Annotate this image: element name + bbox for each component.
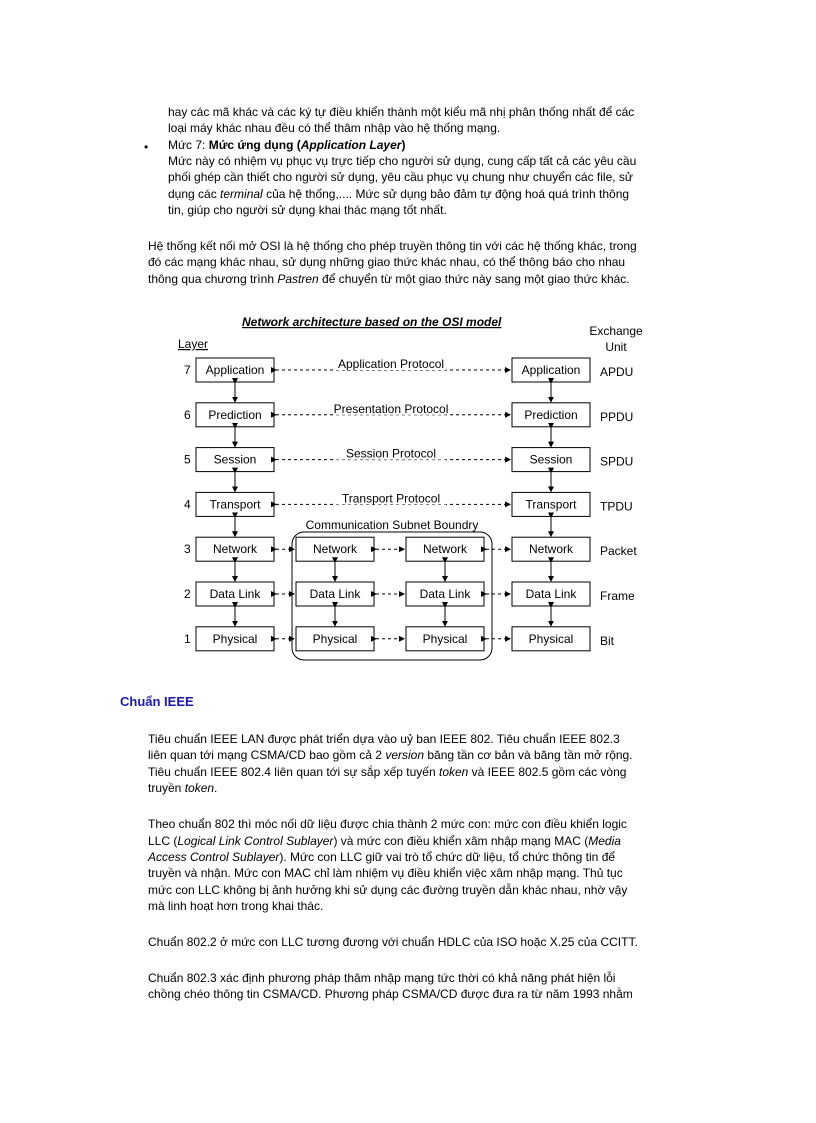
exchange-header-1: Exchange bbox=[589, 324, 643, 338]
left-label-network: Network bbox=[212, 542, 258, 557]
layer-number-5: 5 bbox=[184, 452, 191, 467]
level7-title bbox=[168, 137, 405, 154]
layer-number-6: 6 bbox=[184, 407, 191, 422]
protocol-label-prediction: Presentation Protocol bbox=[333, 401, 449, 416]
llc-italic: Logical Link Control Sublayer bbox=[177, 834, 334, 848]
level7-terminal-italic: terminal bbox=[220, 187, 263, 201]
level7-line-1: Mức này có nhiệm vụ phục vụ trực tiếp cho người sử dụng, cung cấp tất cả các yêu cầu bbox=[168, 154, 637, 168]
layer-number-3: 3 bbox=[184, 542, 191, 557]
ieee-p4-line-2: chồng chéo thông tin CSMA/CD. Phương pháp CSMA/CD được đưa ra từ năm 1993 nhằm bbox=[148, 987, 633, 1001]
exchange-unit-application: APDU bbox=[600, 365, 634, 379]
left-label-application: Application bbox=[205, 363, 265, 377]
ieee-p2-line-4: truyền và nhận. Mức con MAC chỉ làm nhiệm vụ điều khiển việc xâm nhập mạng. Thủ tục bbox=[148, 866, 623, 880]
ieee-p3: Chuẩn 802.2 ở mức con LLC tương đương với chuẩn HDLC của ISO hoặc X.25 của CCITT. bbox=[148, 935, 638, 949]
exchange-header-2: Unit bbox=[605, 340, 627, 354]
layer-header: Layer bbox=[178, 337, 209, 351]
ieee-p2-line-5: mức con LLC không bị ảnh hưởng khi sử dụng các đường truyền dẫn khác nhau, nhờ vậy bbox=[148, 883, 628, 897]
level7-title-italic: Application Layer bbox=[300, 138, 402, 152]
exchange-unit-data-link: Frame bbox=[600, 589, 635, 603]
left-label-physical: Physical bbox=[212, 631, 258, 646]
ieee-p1-line-3: Tiêu chuẩn IEEE 802.4 liên quan tới sự sắp xếp tuyến token và IEEE 802.5 gồm các vòng bbox=[148, 765, 627, 779]
osi-diagram bbox=[160, 306, 660, 666]
right-label-data-link: Data Link bbox=[525, 587, 577, 601]
right-label-network: Network bbox=[528, 542, 574, 557]
protocol-label-transport: Transport Protocol bbox=[341, 491, 441, 506]
ieee-p1-line-2: liên quan tới mạng CSMA/CD bao gồm cả 2 version băng tần cơ bản và băng tần mở rộng. bbox=[148, 748, 633, 762]
osi-para-line-2: đó các mạng khác nhau, sử dụng những giao thức khác nhau, có thể thông báo cho nhau bbox=[148, 255, 626, 269]
ieee-p2-line-2: LLC (Logical Link Control Sublayer) và mức con điều khiển xâm nhập mạng MAC (Media bbox=[148, 834, 621, 848]
layer-number-7: 7 bbox=[184, 363, 191, 377]
left-label-prediction: Prediction bbox=[208, 407, 262, 422]
layer-number-4: 4 bbox=[184, 497, 191, 512]
layer-number-2: 2 bbox=[184, 587, 191, 601]
mac-italic: Access Control Sublayer bbox=[148, 850, 280, 864]
osi-para-line-1: Hệ thống kết nối mở OSI là hệ thống cho phép truyền thông tin với các hệ thống khác, trong bbox=[148, 239, 637, 253]
ieee-p2-line-6: mà linh hoạt hơn trong khai thác. bbox=[148, 899, 324, 913]
ieee-p2-line-3: Access Control Sublayer). Mức con LLC giữ vai trò tổ chức dữ liệu, tổ chức thông tin để bbox=[148, 850, 616, 864]
ieee-p1-line-4: truyền token. bbox=[148, 781, 218, 795]
right-label-transport: Transport bbox=[525, 497, 577, 512]
ieee-p4-line-1: Chuẩn 802.3 xác định phương pháp thâm nhập mạng tức thời có khả năng phát hiện lỗi bbox=[148, 971, 616, 985]
protocol-label-application: Application Protocol bbox=[337, 357, 445, 371]
left-label-transport: Transport bbox=[209, 497, 261, 512]
level7-prefix: Mức 7: bbox=[168, 138, 209, 152]
version-italic: version bbox=[385, 748, 425, 762]
protocol-label-session: Session Protocol bbox=[345, 446, 437, 461]
exchange-unit-session: SPDU bbox=[600, 454, 634, 469]
token-italic-2: token bbox=[184, 781, 215, 795]
pastren-italic: Pastren bbox=[277, 272, 319, 286]
left-label-data-link: Data Link bbox=[209, 587, 261, 601]
subnet-label-a-physical: Physical bbox=[312, 631, 358, 646]
subnet-label: Communication Subnet Boundry bbox=[305, 518, 479, 532]
intro-line-2: loại máy khác nhau đều có thể thâm nhập vào hệ thống mạng. bbox=[168, 121, 501, 135]
ieee-p1-line-1: Tiêu chuẩn IEEE LAN được phát triển dựa vào uỷ ban IEEE 802. Tiêu chuẩn IEEE 802.3 bbox=[148, 732, 620, 746]
subnet-label-b-data-link: Data Link bbox=[419, 587, 471, 601]
osi-para-line-3: thông qua chương trình Pastren để chuyển từ một giao thức này sang một giao thức khác. bbox=[148, 272, 630, 286]
level7-title-close: ) bbox=[401, 138, 406, 152]
right-label-physical: Physical bbox=[528, 631, 574, 646]
level7-title-text: Mức ứng dụng ( bbox=[208, 138, 301, 152]
ieee-p2-line-1: Theo chuẩn 802 thì móc nối dữ liệu được chia thành 2 mức con: mức con điều khiển logic bbox=[148, 817, 627, 831]
level7-line-4: tin, giúp cho người sử dụng khai thác mạng tốt nhất. bbox=[168, 203, 447, 217]
layer-number-1: 1 bbox=[184, 631, 191, 646]
subnet-label-a-data-link: Data Link bbox=[309, 587, 361, 601]
right-label-prediction: Prediction bbox=[524, 407, 578, 422]
layers-group bbox=[184, 357, 637, 651]
exchange-unit-physical: Bit bbox=[600, 633, 615, 648]
exchange-unit-prediction: PPDU bbox=[600, 409, 634, 424]
left-label-session: Session bbox=[213, 452, 257, 467]
level7-line-3: dụng các terminal của hệ thống,.... Mức sử dụng bảo đảm tự động hoá quá trình thông bbox=[168, 187, 630, 201]
level7-line-2: phối ghép cần thiết cho người sử dụng, yêu cầu phục vụ chung như chuyển các file, sử bbox=[168, 170, 633, 184]
section-heading-ieee: Chuẩn IEEE bbox=[120, 694, 194, 709]
bullet-icon: • bbox=[144, 140, 149, 154]
intro-line-1: hay các mã khác và các ký tự điều khiển thành một kiểu mã nhị phân thống nhất để các bbox=[168, 105, 635, 119]
diagram-title: Network architecture based on the OSI model bbox=[242, 315, 502, 329]
right-label-session: Session bbox=[529, 452, 573, 467]
subnet-label-a-network: Network bbox=[312, 542, 358, 557]
subnet-label-b-network: Network bbox=[422, 542, 468, 557]
right-label-application: Application bbox=[521, 363, 581, 377]
exchange-unit-network: Packet bbox=[600, 544, 637, 559]
token-italic: token bbox=[438, 765, 469, 779]
subnet-label-b-physical: Physical bbox=[422, 631, 468, 646]
media-italic: Media bbox=[588, 834, 621, 848]
exchange-unit-transport: TPDU bbox=[600, 499, 633, 514]
